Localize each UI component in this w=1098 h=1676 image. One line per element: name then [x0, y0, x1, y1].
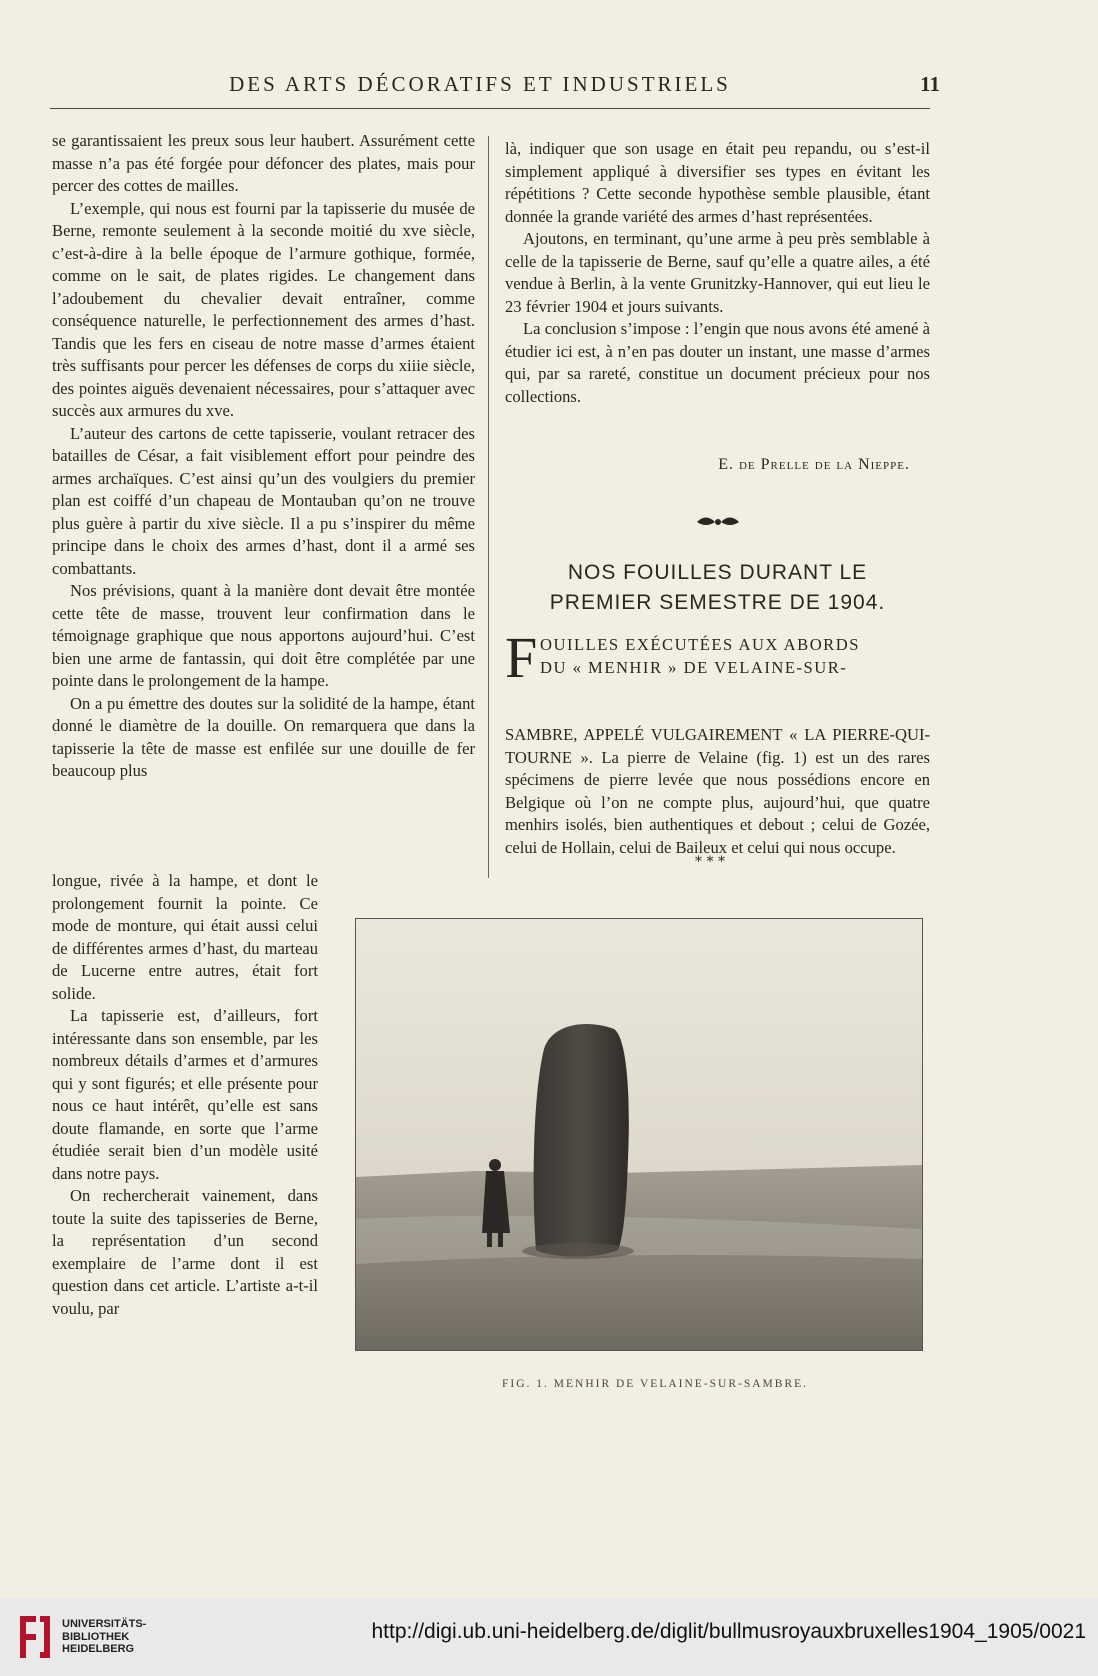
paragraph: La conclusion s’impose : l’engin que nous avons été amené à étudier ici est, à n’en pas douter un instant, une masse d’armes qui, par sa rareté, constitue un document précieux pour nos collections. [505, 319, 930, 406]
section-title-line: NOS FOUILLES DURANT LE [567, 561, 868, 584]
sky [356, 919, 922, 1179]
paragraph: L’auteur des cartons de cette tapisserie, voulant retracer des batailles de César, a fait visiblement effort pour peindre des armes archaïques. C’est ainsi qu’un des voulgiers du premier plan est coiffé d’un chapeau de Montauban qu’on ne trouve plus guère à partir du xive siècle. Il a pu s’inspirer du même principe dans le choix des armes d’hast, dont il a armé ses combattants. [52, 423, 475, 578]
stone-shadow [522, 1243, 634, 1259]
ornament-icon [695, 514, 741, 530]
section-body: SAMBRE, APPELÉ VULGAIREMENT « LA PIERRE-QUI-TOURNE ». La pierre de Velaine (fig. 1) est un des rares spécimens de pierre levée que nous possédions encore en Belgique où l’on ne compte plus, aujourd’hui, que quatre menhirs isolés, bien authentiques et debout ; celui de Gozée, celui de Hollain, celui de Baileux et celui qui nous occupe. [505, 725, 930, 857]
paragraph: On a pu émettre des doutes sur la solidité de la hampe, étant donné le diamètre de la douille. On remarquera que dans la tapisserie la tête de masse est enfilée sur une douille de fer beaucoup plus [52, 693, 475, 780]
paragraph: longue, rivée à la hampe, et dont le prolongement fournit la pointe. Ce mode de monture, qui était aussi celui de différentes armes d’hast, du marteau de Lucerne entre autres, était fort solide. [52, 871, 318, 1003]
right-column [505, 138, 930, 408]
university-library-logo-icon [14, 1610, 56, 1664]
asterism: * * * [695, 854, 725, 870]
figure-caption: FIG. 1. MENHIR DE VELAINE-SUR-SAMBRE. [501, 1378, 809, 1390]
section-title-line: PREMIER SEMESTRE DE 1904. [549, 591, 886, 614]
section-lead [540, 634, 930, 679]
left-column [52, 130, 475, 783]
menhir-photograph [355, 918, 923, 1351]
drop-cap: F [505, 625, 538, 690]
library-footer [0, 1598, 1098, 1676]
paragraph: Ajoutons, en terminant, qu’une arme à peu près semblable à celle de la tapisserie de Berne, sauf qu’elle a quatre ailes, a été vendue à Berlin, à la vente Grunitzky-Hannover, qui eut lieu le 23 février 1904 et jours suivants. [505, 229, 930, 316]
page-header [0, 72, 1098, 102]
paragraph: là, indiquer que son usage en était peu repandu, ou s’est-il simplement appliqué à diversifier ses types en évitant les répétitions ? Cette seconde hypothèse semble plausible, étant donnée la grande variété des armes d’hast représentées. [505, 139, 930, 226]
paragraph: L’exemple, qui nous est fourni par la tapisserie du musée de Berne, remonte seulement à la seconde moitié du xve siècle, c’est-à-dire à la belle époque de l’armure gothique, formée, comme on le sait, de plates rigides. Le changement dans l’adoubement du chevalier devait entraîner, comme conséquence naturelle, le perfectionnement des armes d’hast. Tandis que les fers en ciseau de notre masse d’armes étaient très suffisants pour percer les défenses de corps du xiiie siècle, des pointes aiguës devenaient nécessaires, pour s’attaquer avec succès aux armures du xve. [52, 198, 475, 420]
lead-caps-line: OUILLES EXÉCUTÉES AUX ABORDS [540, 635, 860, 654]
paragraph: On rechercherait vainement, dans toute la suite des tapisseries de Berne, la représentation d’un second exemplaire de l’arme dont il est question dans cet article. L’artiste a-t-il voulu, par [52, 1186, 318, 1318]
page-number: 11 [920, 72, 940, 96]
header-rule [50, 108, 930, 109]
menhir-stone [534, 1024, 629, 1257]
author-signature: E. de Prelle de la Nieppe. [718, 456, 910, 473]
lead-caps-line: DU « MENHIR » DE VELAINE-SUR- [540, 657, 848, 677]
left-narrow-column [52, 870, 318, 1320]
library-name-line: HEIDELBERG [62, 1643, 135, 1655]
source-url-link[interactable]: http://digi.ub.uni-heidelberg.de/diglit/bullmusroyauxbruxelles1904_1905/0021 [371, 1620, 1086, 1643]
paragraph: se garantissaient les preux sous leur haubert. Assurément cette masse n’a pas été forgée pour défoncer des plates, mais pour percer des cottes de mailles. [52, 131, 475, 195]
column-rule [488, 136, 489, 878]
paragraph: Nos prévisions, quant à la manière dont devait être montée cette tête de masse, trouvent leur confirmation dans le témoignage graphique que nous apportons aujourd’hui. C’est bien une arme de fantassin, qui doit être complétée par une pointe dans le prolongement de la hampe. [52, 581, 475, 690]
running-title: DES ARTS DÉCORATIFS ET INDUSTRIELS [229, 72, 731, 96]
section-title [505, 558, 930, 618]
photo-illustration [356, 919, 922, 1350]
library-name-line: BIBLIOTHEK [62, 1630, 130, 1643]
library-name-line: UNIVERSITÄTS- [62, 1618, 147, 1630]
paragraph: La tapisserie est, d’ailleurs, fort intéressante dans son ensemble, par les nombreux détails d’armes et d’armures qui y sont figurés; et elle présente pour nous ce haut intérêt, qu’elle est sans doute flamande, en sorte que l’arme étudiée serait bien d’un modèle usité dans notre pays. [52, 1006, 318, 1183]
library-name [62, 1618, 146, 1656]
